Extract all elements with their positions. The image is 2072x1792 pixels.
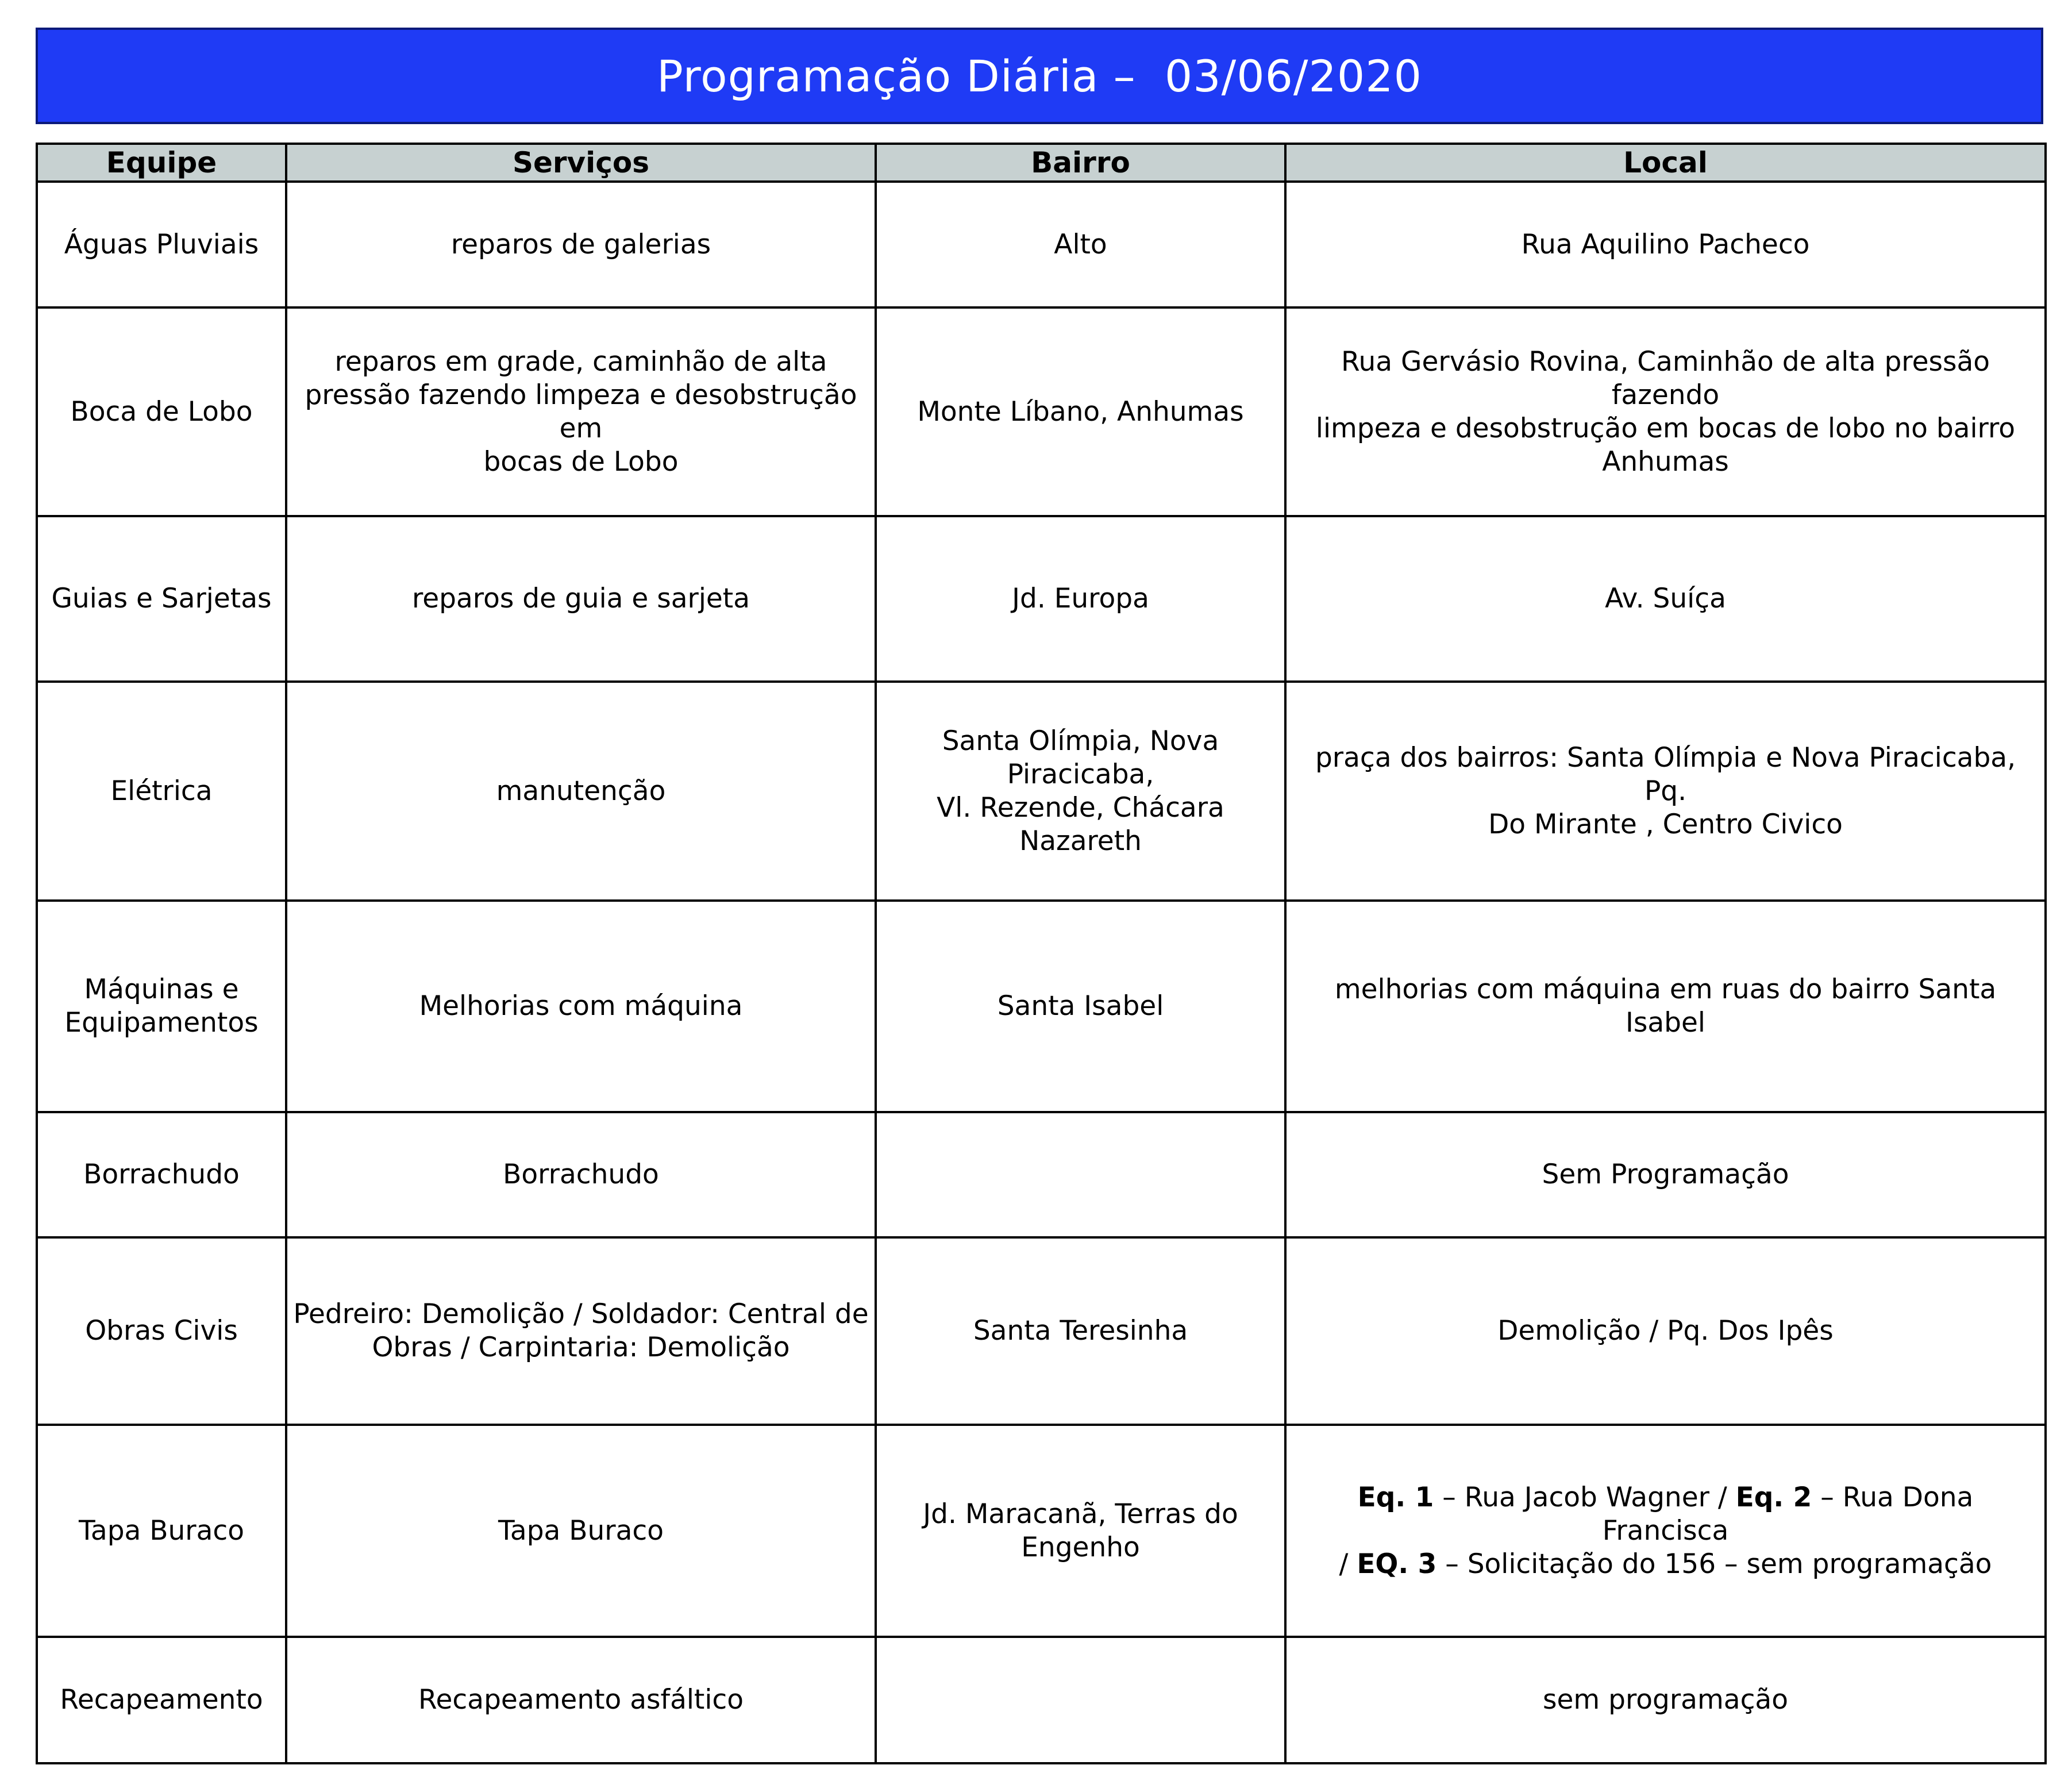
cell-equipe: Boca de Lobo <box>37 307 286 516</box>
cell-bairro <box>876 1637 1285 1763</box>
cell-local: Rua Aquilino Pacheco <box>1285 182 2046 307</box>
cell-servicos: Pedreiro: Demolição / Soldador: Central de Obras / Carpintaria: Demolição <box>286 1237 876 1425</box>
cell-bairro: Santa Isabel <box>876 901 1285 1112</box>
cell-servicos: reparos em grade, caminhão de alta pressão fazendo limpeza e desobstrução em bocas de Lobo <box>286 307 876 516</box>
cell-equipe: Tapa Buraco <box>37 1425 286 1637</box>
cell-bairro: Jd. Europa <box>876 516 1285 682</box>
table-row <box>37 1637 2046 1763</box>
cell-local: Demolição / Pq. Dos Ipês <box>1285 1237 2046 1425</box>
eq1-label: Eq. 1 <box>1357 1481 1434 1513</box>
table-row <box>37 1112 2046 1237</box>
table-row <box>37 307 2046 516</box>
header-servicos: Serviços <box>286 144 876 182</box>
header-local: Local <box>1285 144 2046 182</box>
cell-equipe: Águas Pluviais <box>37 182 286 307</box>
page-title: Programação Diária – 03/06/2020 <box>657 50 1422 102</box>
cell-servicos: reparos de galerias <box>286 182 876 307</box>
table-row <box>37 1237 2046 1425</box>
header-equipe: Equipe <box>37 144 286 182</box>
cell-servicos: manutenção <box>286 682 876 901</box>
header-bairro: Bairro <box>876 144 1285 182</box>
cell-bairro: Santa Teresinha <box>876 1237 1285 1425</box>
eq1-text: – Rua Jacob Wagner / <box>1434 1481 1736 1513</box>
cell-equipe: Borrachudo <box>37 1112 286 1237</box>
table-row <box>37 182 2046 307</box>
cell-local <box>1285 1425 2046 1637</box>
table-row <box>37 516 2046 682</box>
eq3-label: EQ. 3 <box>1357 1548 1437 1580</box>
cell-equipe: Recapeamento <box>37 1637 286 1763</box>
cell-bairro: Jd. Maracanã, Terras do Engenho <box>876 1425 1285 1637</box>
eq2-text: – Rua Dona Francisca <box>1602 1481 1974 1547</box>
cell-local: melhorias com máquina em ruas do bairro Santa Isabel <box>1285 901 2046 1112</box>
table-row <box>37 1425 2046 1637</box>
eq3-text: – Solicitação do 156 – sem programação <box>1436 1548 1992 1580</box>
cell-equipe: Obras Civis <box>37 1237 286 1425</box>
table-row <box>37 682 2046 901</box>
table-row <box>37 901 2046 1112</box>
eq2-label: Eq. 2 <box>1735 1481 1812 1513</box>
cell-servicos: Tapa Buraco <box>286 1425 876 1637</box>
cell-bairro: Monte Líbano, Anhumas <box>876 307 1285 516</box>
cell-local: sem programação <box>1285 1637 2046 1763</box>
cell-bairro: Santa Olímpia, Nova Piracicaba, Vl. Rezende, Chácara Nazareth <box>876 682 1285 901</box>
cell-bairro <box>876 1112 1285 1237</box>
cell-servicos: Borrachudo <box>286 1112 876 1237</box>
cell-servicos: reparos de guia e sarjeta <box>286 516 876 682</box>
header-row <box>37 144 2046 182</box>
eq-separator: / <box>1339 1548 1357 1580</box>
cell-bairro: Alto <box>876 182 1285 307</box>
title-banner <box>36 28 2043 124</box>
cell-equipe: Máquinas e Equipamentos <box>37 901 286 1112</box>
cell-local: praça dos bairros: Santa Olímpia e Nova Piracicaba, Pq. Do Mirante , Centro Civico <box>1285 682 2046 901</box>
cell-equipe: Guias e Sarjetas <box>37 516 286 682</box>
cell-servicos: Melhorias com máquina <box>286 901 876 1112</box>
cell-local: Av. Suíça <box>1285 516 2046 682</box>
cell-local: Sem Programação <box>1285 1112 2046 1237</box>
cell-local: Rua Gervásio Rovina, Caminhão de alta pressão fazendo limpeza e desobstrução em bocas de lobo no bairro Anhumas <box>1285 307 2046 516</box>
cell-servicos: Recapeamento asfáltico <box>286 1637 876 1763</box>
schedule-table <box>36 143 2047 1764</box>
cell-equipe: Elétrica <box>37 682 286 901</box>
